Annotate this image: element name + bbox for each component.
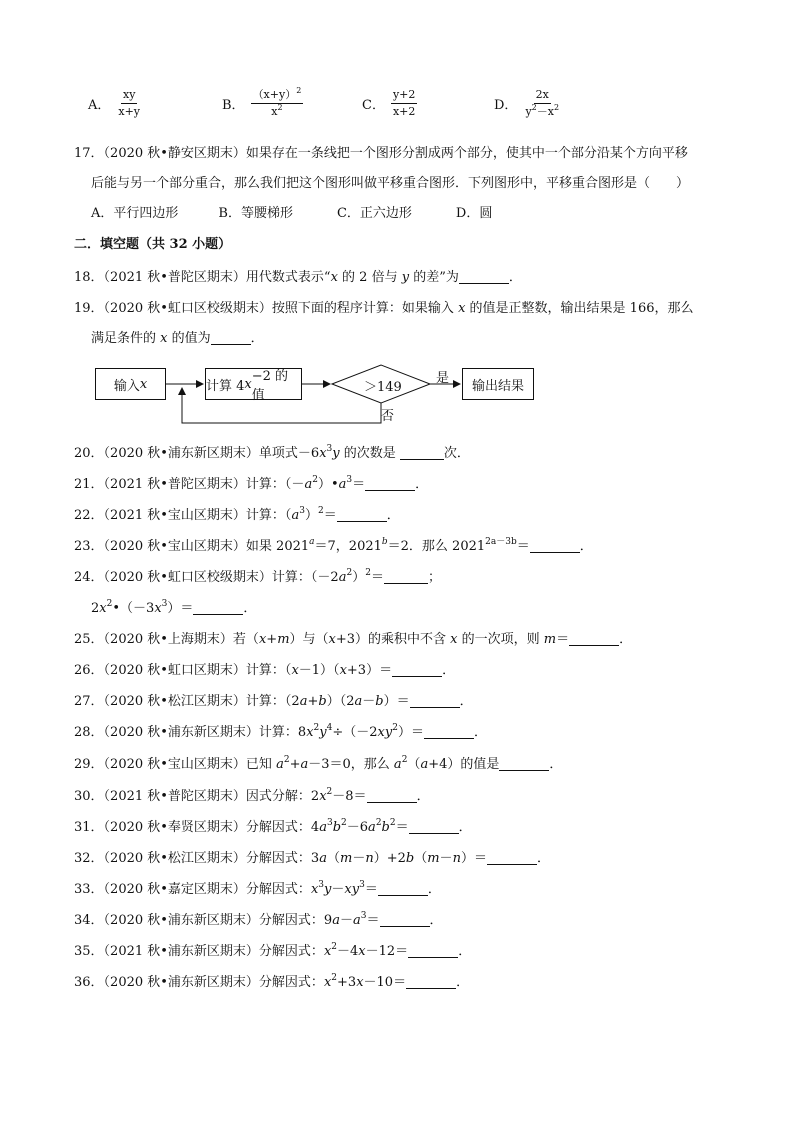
flowchart-output-box: 输出结果 xyxy=(462,368,534,400)
var: x xyxy=(291,663,299,678)
question-35 xyxy=(74,944,471,960)
text: 的次数是 xyxy=(339,446,400,461)
text: ． xyxy=(579,539,593,554)
text: 的 2 倍与 xyxy=(337,270,402,285)
answer-blank xyxy=(378,883,428,896)
var: y xyxy=(319,725,327,740)
answer-blank xyxy=(410,695,460,708)
var: a xyxy=(332,913,340,928)
text: ． xyxy=(386,508,400,523)
question-17-line-2: 后能与另一个部分重合，那么我们把这个图形叫做平移重合图形．下列图形中，平移重合图形是（ ） xyxy=(91,176,690,191)
option-label: D． xyxy=(494,98,518,113)
answer-blank xyxy=(367,790,417,803)
numerator: 2x xyxy=(534,88,551,104)
exponent: 2 xyxy=(106,599,113,609)
option-label: C． xyxy=(362,98,385,113)
var: x xyxy=(310,882,319,897)
var: b xyxy=(381,820,390,835)
flowchart-condition: ＞149 xyxy=(364,380,402,395)
var: x xyxy=(319,789,327,804)
exponent: 2 xyxy=(365,568,371,578)
text: 计算 4 xyxy=(206,378,245,394)
question-20 xyxy=(74,446,470,462)
text: + xyxy=(266,632,278,647)
text: 34．（2020 秋•浦东新区期末）分解因式：9 xyxy=(74,913,333,928)
numerator: xy xyxy=(121,88,137,104)
answer-blank xyxy=(409,821,459,834)
text: 33．（2020 秋•嘉定区期末）分解因式： xyxy=(74,882,311,897)
question-28 xyxy=(74,725,487,741)
denominator: x+y xyxy=(118,105,141,118)
option-d: D．圆 xyxy=(455,206,493,221)
var: m xyxy=(543,632,557,647)
text: 输入 xyxy=(113,378,140,394)
option-label: A． xyxy=(88,98,111,113)
exponent: 2 xyxy=(317,506,324,516)
text: ＝ xyxy=(366,913,380,928)
text: 的一次项，则 xyxy=(457,632,544,647)
text: 次． xyxy=(443,446,470,461)
text: 19．（2020 秋•虹口区校级期末）按照下面的程序计算：如果输入 xyxy=(74,301,459,316)
var: x xyxy=(99,601,107,616)
var: x xyxy=(458,301,466,316)
var: n xyxy=(365,851,374,866)
question-21 xyxy=(74,477,428,493)
question-23 xyxy=(74,539,593,555)
question-17-line-1: 17．（2020 秋•静安区期末）如果存在一条线把一个图形分割成两个部分，使其中一个部分沿某个方向平移 xyxy=(74,146,688,161)
var: a xyxy=(352,913,361,928)
option-a: A．平行四边形 xyxy=(91,206,179,221)
answer-blank xyxy=(530,540,580,553)
answer-blank xyxy=(400,447,444,460)
answer-blank xyxy=(499,758,549,771)
exponent: 3 xyxy=(360,911,367,921)
flowchart-calc-box xyxy=(205,368,302,403)
answer-blank xyxy=(424,726,474,739)
text: 的值为 xyxy=(167,331,211,346)
option-label: B． xyxy=(222,98,245,113)
exponent: 3 xyxy=(346,475,353,485)
var: a xyxy=(276,757,284,772)
text: 26．（2020 秋•虹口区期末）计算：（ xyxy=(74,663,292,678)
text: 35．（2021 秋•浦东新区期末）分解因式： xyxy=(74,944,324,959)
answer-blank xyxy=(365,478,415,491)
var: x xyxy=(377,725,385,740)
var: x xyxy=(139,376,148,392)
text: ． xyxy=(427,882,441,897)
text: •（－3 xyxy=(112,601,155,616)
text: ． xyxy=(250,331,264,346)
var: m xyxy=(427,851,440,866)
var: a xyxy=(338,477,347,492)
text: ． xyxy=(619,632,633,647)
text: （ xyxy=(326,851,340,866)
text: ＝ xyxy=(395,820,409,835)
text: －4 xyxy=(337,944,359,959)
text: ． xyxy=(243,601,257,616)
answer-blank xyxy=(337,509,387,522)
text: －6 xyxy=(346,820,369,835)
var: a xyxy=(368,820,376,835)
text: －10＝ xyxy=(363,975,407,990)
text: 的差”为 xyxy=(409,270,459,285)
text: +3）＝ xyxy=(346,663,393,678)
text: 27．（2020 秋•松江区期末）计算：（2 xyxy=(74,694,300,709)
var: x xyxy=(319,446,327,461)
text: +3 xyxy=(337,975,357,990)
question-29 xyxy=(74,757,562,773)
option-c: C．正六边形 xyxy=(336,206,412,221)
text: ＝ xyxy=(556,632,570,647)
text: ＝ xyxy=(364,882,378,897)
exponent: 2 xyxy=(375,818,382,828)
var: n xyxy=(452,851,461,866)
answer-blank xyxy=(406,976,456,989)
var: x xyxy=(154,601,162,616)
text: 32．（2020 秋•松江区期末）分解因式：3 xyxy=(74,851,320,866)
text: ＝ xyxy=(323,508,337,523)
var: a xyxy=(338,570,347,585)
exponent: 3 xyxy=(359,880,365,890)
question-31 xyxy=(74,820,472,836)
var: x xyxy=(330,270,338,285)
text: + xyxy=(289,757,301,772)
flowchart-no-label: 否 xyxy=(381,409,395,424)
text: 24．（2020 秋•虹口区校级期末）计算：（－2 xyxy=(74,570,339,585)
exponent: 2a－3b xyxy=(485,537,517,547)
text: ）＝ xyxy=(167,601,194,616)
exponent: b xyxy=(381,537,388,547)
var: y xyxy=(332,446,340,461)
text: ． xyxy=(458,944,472,959)
question-22 xyxy=(74,508,400,524)
section-title: 二．填空题（共 32 小题） xyxy=(74,237,232,252)
flowchart-yes-label: 是 xyxy=(436,371,450,386)
var: y xyxy=(384,725,393,740)
exponent: 3 xyxy=(326,818,333,828)
text: ＝ xyxy=(352,477,366,492)
text: ． xyxy=(415,477,429,492)
text: 22．（2021 秋•宝山区期末）计算：（ xyxy=(74,508,292,523)
question-27 xyxy=(74,694,473,710)
answer-blank xyxy=(487,852,537,865)
exponent: 2 xyxy=(401,755,408,765)
exponent: 2 xyxy=(553,103,560,112)
question-30 xyxy=(74,789,430,805)
answer-blank xyxy=(569,633,619,646)
var: x xyxy=(358,944,366,959)
text: 30．（2021 秋•普陀区期末）因式分解：2 xyxy=(74,789,320,804)
var: b xyxy=(332,820,342,835)
text: 21．（2021 秋•普陀区期末）计算：（－ xyxy=(74,477,305,492)
exponent: 2 xyxy=(331,973,338,983)
question-26 xyxy=(74,663,455,679)
flowchart-input-box xyxy=(95,368,166,400)
exponent: 3 xyxy=(318,880,325,890)
text: － xyxy=(439,851,453,866)
text: ． xyxy=(456,975,470,990)
question-24-line-2 xyxy=(91,601,256,617)
var: x xyxy=(258,632,267,647)
var: a xyxy=(300,757,309,772)
text: ）＝ xyxy=(397,725,424,740)
var: a xyxy=(354,694,363,709)
text: ）与（ xyxy=(289,632,329,647)
text: + xyxy=(307,694,319,709)
exponent: 2 xyxy=(389,818,396,828)
var: x xyxy=(306,725,314,740)
text: ； xyxy=(427,570,441,585)
text: ． xyxy=(458,820,472,835)
text: ＝ xyxy=(516,539,530,554)
text: 25．（2020 秋•上海期末）若（ xyxy=(74,632,259,647)
text: ）+2 xyxy=(373,851,406,866)
var: a xyxy=(291,508,300,523)
text: （ xyxy=(414,851,428,866)
denominator-text: x xyxy=(271,105,278,118)
question-34 xyxy=(74,913,443,929)
text: 36．（2020 秋•浦东新区期末）分解因式： xyxy=(74,975,324,990)
option-b: B．等腰梯形 xyxy=(218,206,293,221)
var: b xyxy=(375,694,384,709)
text: ＝ xyxy=(370,570,384,585)
text: 29．（2020 秋•宝山区期末）已知 xyxy=(74,757,277,772)
question-33 xyxy=(74,882,441,898)
text: ． xyxy=(549,757,563,772)
text: ． xyxy=(442,663,456,678)
question-36 xyxy=(74,975,469,991)
text: +3）的乘积中不含 xyxy=(335,632,451,647)
text: ． xyxy=(474,725,488,740)
var: x xyxy=(356,975,364,990)
answer-blank xyxy=(408,945,458,958)
text: 的值是正整数，输出结果是 166，那么 xyxy=(465,301,694,316)
text: 18．（2021 秋•普陀区期末）用代数式表示“ xyxy=(74,270,331,285)
exponent: 2 xyxy=(392,723,398,733)
exponent: 2 xyxy=(531,103,537,112)
var: b xyxy=(405,851,415,866)
var: x xyxy=(450,632,458,647)
exponent: 3 xyxy=(299,506,305,516)
exponent: 2 xyxy=(341,818,347,828)
text: 31．（2020 秋•奉贤区期末）分解因式：4 xyxy=(74,820,320,835)
text: 28．（2020 秋•浦东新区期末）计算：8 xyxy=(74,725,307,740)
text: 满足条件的 xyxy=(91,331,161,346)
text: ． xyxy=(508,270,522,285)
exponent: 2 xyxy=(326,787,333,797)
denominator-text: －x xyxy=(536,105,554,118)
exponent: 2 xyxy=(312,475,318,485)
exponent: 2 xyxy=(313,723,320,733)
text: ）• xyxy=(317,477,339,492)
var: x xyxy=(160,331,168,346)
var: a xyxy=(319,820,327,835)
question-32 xyxy=(74,851,550,867)
var: a xyxy=(420,757,429,772)
text: － xyxy=(331,882,345,897)
text: 2 xyxy=(91,601,100,616)
numerator: y+2 xyxy=(391,88,417,104)
text: － xyxy=(339,913,353,928)
numerator-text: （x+y） xyxy=(252,88,297,101)
text: +4）的值是 xyxy=(428,757,500,772)
text: ． xyxy=(459,694,473,709)
text: ）＝ xyxy=(460,851,487,866)
var: y xyxy=(401,270,410,285)
text: ÷（－2 xyxy=(332,725,378,740)
text: －1）（ xyxy=(298,663,340,678)
text: ） xyxy=(352,570,366,585)
answer-blank xyxy=(384,571,428,584)
text: －12＝ xyxy=(365,944,409,959)
denominator-text: y xyxy=(525,105,532,118)
text: －8＝ xyxy=(332,789,367,804)
text: （ xyxy=(407,757,421,772)
exponent: 4 xyxy=(326,723,333,733)
exponent: 2 xyxy=(296,86,302,95)
text: 23．（2020 秋•宝山区期末）如果 2021 xyxy=(74,539,310,554)
text: －3＝0，那么 xyxy=(308,757,394,772)
exponent: 3 xyxy=(326,444,333,454)
var: y xyxy=(324,882,332,897)
exponent: 3 xyxy=(161,599,168,609)
text: － xyxy=(352,851,366,866)
text: ） xyxy=(304,508,318,523)
var: m xyxy=(277,632,290,647)
var: a xyxy=(393,757,402,772)
text: −2 的值 xyxy=(251,369,289,403)
var: a xyxy=(299,694,308,709)
text: ＝2．那么 2021 xyxy=(387,539,486,554)
var: x xyxy=(339,663,347,678)
exponent: 2 xyxy=(346,568,353,578)
answer-blank xyxy=(392,664,442,677)
exponent: a xyxy=(309,537,315,547)
var: x xyxy=(244,376,252,392)
denominator: x+2 xyxy=(392,105,416,118)
question-24-line-1 xyxy=(74,570,441,586)
text: ）＝ xyxy=(383,694,410,709)
exponent: 2 xyxy=(277,103,283,112)
answer-blank xyxy=(380,914,430,927)
text: － xyxy=(362,694,376,709)
var: x xyxy=(323,944,332,959)
var: xy xyxy=(344,882,360,897)
var: a xyxy=(319,851,327,866)
text: ． xyxy=(536,851,550,866)
answer-blank xyxy=(193,602,243,615)
text: ）（2 xyxy=(326,694,355,709)
text: ＝7，2021 xyxy=(314,539,382,554)
var: b xyxy=(318,694,327,709)
var: x xyxy=(323,975,332,990)
exponent: 2 xyxy=(331,942,338,952)
text: ． xyxy=(416,789,430,804)
text: ． xyxy=(429,913,443,928)
exponent: 2 xyxy=(283,755,290,765)
question-25 xyxy=(74,632,632,648)
var: x xyxy=(328,632,336,647)
var: m xyxy=(339,851,353,866)
var: a xyxy=(304,477,313,492)
text: 20．（2020 秋•浦东新区期末）单项式－6 xyxy=(74,446,320,461)
